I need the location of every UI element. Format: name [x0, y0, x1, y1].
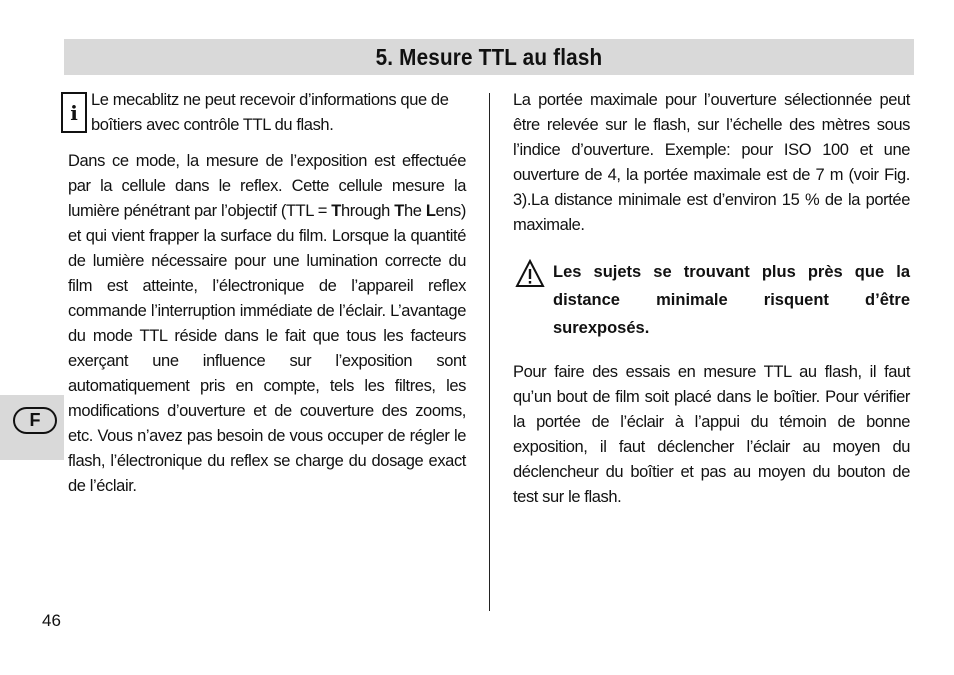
- ttl-bold-t: T: [331, 202, 341, 220]
- ttl-text-the: he: [403, 202, 426, 220]
- test-paragraph: Pour faire des essais en mesure TTL au flash, il faut qu’un bout de film soit placé dans le boîtier. Pour vérifier la portée de l’éclair à l’appui du témoin de bonne exposition, il faut déclencher l’éclair au moyen du déclencheur du boîtier et pas au moyen du bouton de test sur le flash.: [513, 363, 910, 506]
- title-bar: [64, 39, 914, 75]
- warning-text: Les sujets se trouvant plus près que la distance minimale risquent d’être surexposés.: [553, 263, 910, 337]
- ttl-text-through: hrough: [340, 202, 395, 220]
- max-range-paragraph: La portée maximale pour l’ouverture sélectionnée peut être relevée sur le flash, sur l’échelle des mètres sous l’indice d’ouverture. Exemple: pour ISO 100 et une ouverture de 4, la portée maximale est de 7 m (voir Fig. 3).La distance minimale est d’environ 15 % de la portée maximale.: [513, 91, 910, 234]
- warning-note: [513, 258, 910, 342]
- ttl-bold-t2: T: [394, 202, 404, 220]
- column-divider: [489, 93, 490, 611]
- info-note: [61, 88, 466, 138]
- ttl-description-paragraph: [68, 149, 466, 499]
- information-icon: i: [61, 92, 87, 133]
- ttl-text-part2: ens) et qui vient frapper la surface du film. Lorsque la quantité de lumière nécessaire pour une lumination correcte du film est atteinte, l’électronique de l’appareil reflex commande l’interruption immédiate de l’éclair. L’avantage du mode TTL réside dans le fait que tous les facteurs exerçant une influence sur l’exposition sont automatiquement pris en compte, tels les filtres, les modifications d’ouverture et de couverture des zooms, etc. Vous n’avez pas besoin de vous occuper de régler le flash, l’électronique du reflex se charge du dosage exact de l’éclair.: [68, 202, 466, 495]
- page-number: 46: [42, 611, 61, 630]
- ttl-bold-l: L: [425, 202, 436, 220]
- info-note-text: Le mecablitz ne peut recevoir d’informations que de boîtiers avec contrôle TTL du flash.: [91, 91, 449, 134]
- warning-icon: [515, 259, 545, 289]
- right-column: [513, 88, 910, 510]
- language-label: F: [13, 407, 57, 434]
- left-column: [68, 88, 466, 499]
- ttl-text-part1: Dans ce mode, la mesure de l’exposition est effectuée par la cellule dans le reflex. Cette cellule mesure la lumière pénétrant par l’objectif (TTL =: [68, 152, 466, 220]
- page-title: 5. Mesure TTL au flash: [375, 43, 603, 70]
- language-tab: [0, 395, 64, 460]
